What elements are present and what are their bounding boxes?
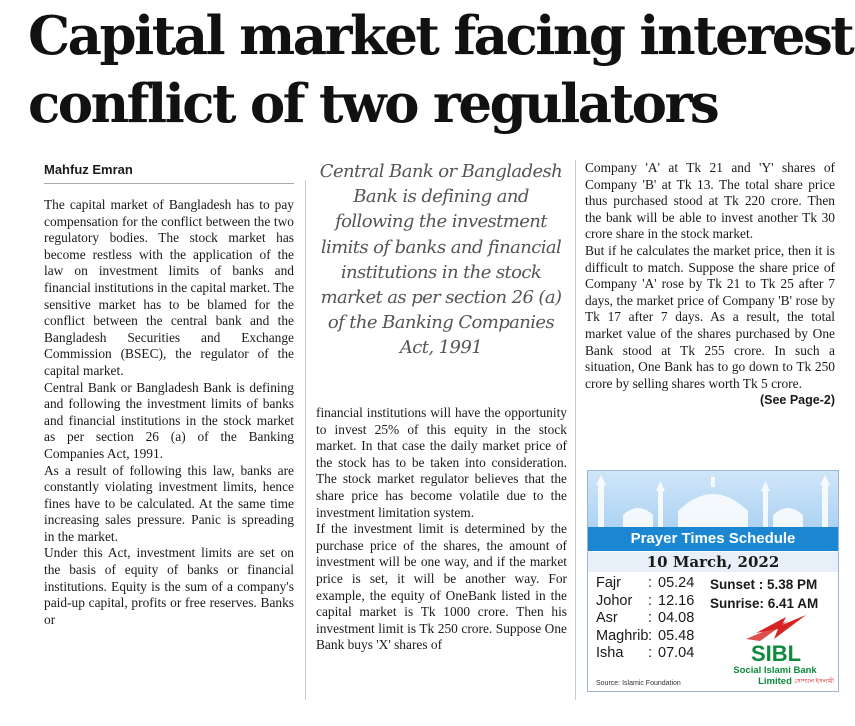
paragraph: Central Bank or Bangladesh Bank is defining and following the investment limits of banks and financial institutions in the stock market as per section 26 (a) of the Banking Companies Act, 1991.	[44, 379, 294, 461]
article-column-2	[316, 405, 567, 654]
prayer-name: Johor	[596, 592, 633, 609]
prayer-time-row	[596, 575, 708, 593]
prayer-time: 05.48	[658, 627, 695, 644]
prayer-name: Isha	[596, 645, 624, 661]
prayer-times-list	[596, 575, 708, 663]
prayer-time: 07.04	[658, 645, 695, 661]
paragraph	[585, 242, 835, 408]
bank-tagline: সোশ্যাল ইসলামী	[794, 679, 834, 685]
paragraph-text: But if he calculates the market price, then it is difficult to match. Suppose the share price of Company 'A' rose by Tk 21 to Tk 25 after 7 days, the market price of Company 'B' rose by Tk 17 after 7 days. As a result, the total market value of the shares purchased by One Bank stood at Tk 255 crore. In such a situation, One Bank has to go down to Tk 250 crore by selling shares worth Tk 5 crore.	[585, 242, 835, 391]
prayer-name: Asr	[596, 610, 618, 626]
paragraph: financial institutions will have the opportunity to invest 25% of this equity in the stock market. In that case the daily market price of the stock has to be taken into consideration. The stock market regulator believes that the share price has become volatile due to the investment limitation system.	[316, 405, 567, 520]
prayer-times-box	[587, 470, 839, 692]
see-page-link[interactable]: (See Page-2)	[759, 393, 835, 408]
separator: :	[648, 575, 653, 591]
separator: :	[648, 645, 653, 661]
separator: :	[648, 592, 653, 609]
column-divider	[575, 160, 576, 700]
separator: :	[648, 627, 653, 644]
paragraph: If the investment limit is determined by the purchase price of the shares, the amount of investment will be one way, and if the market price is set, it will be another way. For example, the equity of OneBank listed in the capital market is Tk 1000 crore. Then his investment limit is Tk 250 crore. Suppose One Bank buys 'X' shares of	[316, 521, 567, 653]
paragraph: Under this Act, investment limits are set on the basis of equity of banks or financial institutions. Equity is the sum of a company's paid-up capital, profits or free reserves. Banks or	[44, 545, 294, 627]
separator: :	[648, 610, 653, 626]
paragraph: The capital market of Bangladesh has to pay compensation for the conflict between the two regulatory bodies. The stock market has become restless with the application of the law on investment limits of banks and financial institutions in the capital market. The sensitive market has to be blamed for the conflict between the central bank and the Bangladesh Securities and Exchange Commission (BSEC), the regulator of the capital market.	[44, 197, 295, 378]
article-column-1	[44, 197, 294, 628]
prayer-time: 05.24	[658, 575, 695, 591]
prayer-time-row	[596, 628, 708, 646]
prayer-time-row	[596, 645, 708, 663]
prayer-time-row	[596, 593, 708, 611]
prayer-source: Source: Islamic Foundation	[596, 680, 681, 687]
sun-times	[710, 575, 836, 613]
prayer-title: Prayer Times Schedule	[588, 527, 838, 551]
pull-quote: Central Bank or Bangladesh Bank is defining and following the investment limits of banks and financial institutions in the stock market as per section 26 (a) of the Banking Companies Act, 1991	[319, 161, 563, 359]
headline	[28, 2, 853, 138]
prayer-time-row	[596, 610, 708, 628]
paragraph: As a result of following this law, banks are constantly violating investment limits, hence fines have to be calculated. At the same time increasing sales pressure. Panic is spreading in the market.	[44, 462, 294, 544]
headline-line-1: Capital market facing interest	[28, 5, 853, 67]
bank-logo	[716, 613, 834, 687]
bank-logo-text: SIBL	[750, 641, 802, 665]
prayer-name: Maghrib	[596, 627, 649, 644]
byline: Mahfuz Emran	[44, 162, 294, 184]
bank-name: Social Islami Bank Limited	[733, 665, 817, 687]
sunrise-time: Sunrise: 6.41 AM	[710, 596, 819, 611]
column-divider	[305, 180, 306, 700]
prayer-name: Fajr	[596, 575, 621, 591]
prayer-time: 12.16	[658, 592, 695, 609]
paragraph: Company 'A' at Tk 21 and 'Y' shares of Company 'B' at Tk 13. The total share price thus purchased stood at Tk 220 crore. Then the bank will be able to invest another Tk 30 crore share in the stock market.	[585, 160, 835, 242]
article-column-3	[585, 160, 835, 409]
prayer-date: 10 March, 2022	[588, 552, 838, 572]
headline-line-2: conflict of two regulators	[28, 73, 718, 135]
sibl-logo-icon	[716, 613, 834, 665]
prayer-time: 04.08	[658, 610, 695, 626]
sunset-time: Sunset : 5.38 PM	[710, 577, 818, 592]
